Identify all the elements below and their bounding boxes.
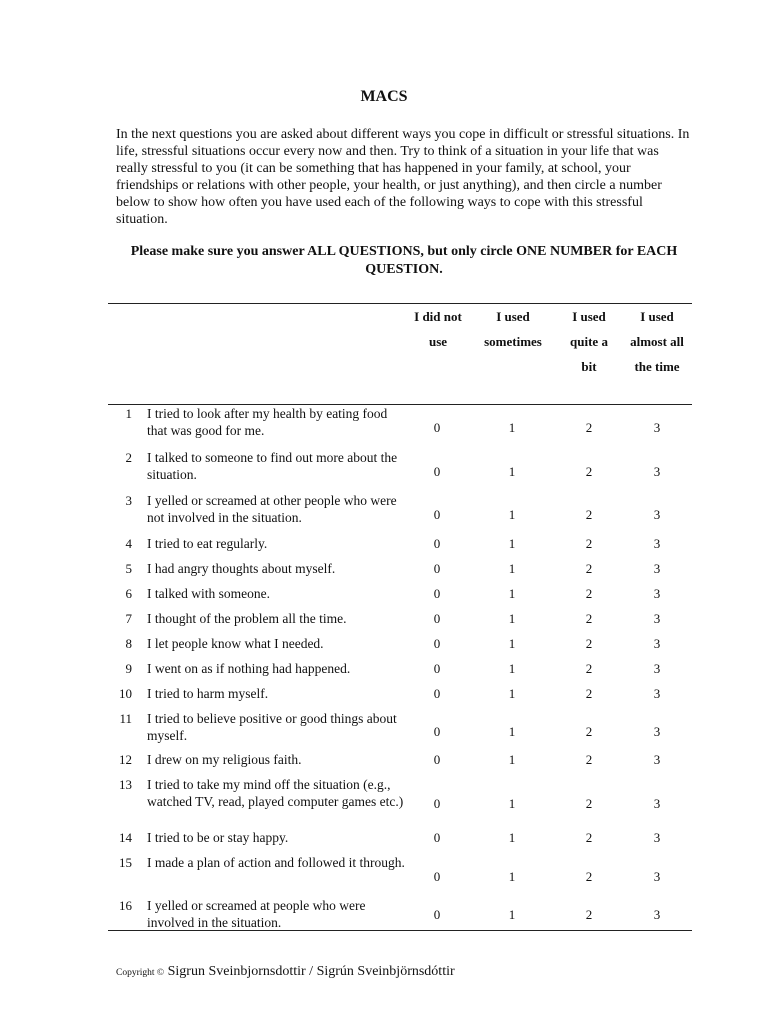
question-number: 5 xyxy=(125,561,132,576)
response-option-3[interactable]: 3 xyxy=(653,752,661,767)
response-option-3[interactable]: 3 xyxy=(653,869,661,884)
intro-paragraph: In the next questions you are asked about different ways you cope in difficult or stressful situations. In life, stressful situations occur every now and then. Try to think of a situation in your life that was really stressful to you (it can be something that has happened in your family, at school, your friendships or relations with other people, your health, or just anything), and then circle a number below to show how often you have used each of the following ways to cope with this stressful situation. xyxy=(116,127,690,227)
table-row xyxy=(108,660,692,685)
response-option-2[interactable]: 2 xyxy=(585,464,593,479)
question-text: I had angry thoughts about myself. xyxy=(147,561,336,576)
response-option-0[interactable]: 0 xyxy=(433,420,441,435)
response-option-1[interactable]: 1 xyxy=(508,420,516,435)
question-text: I tried to take my mind off the situation (e.g., watched TV, read, played computer games etc.) xyxy=(147,777,404,809)
question-number: 9 xyxy=(125,661,132,676)
table-row xyxy=(108,535,692,560)
response-option-0[interactable]: 0 xyxy=(433,507,441,522)
response-option-3[interactable]: 3 xyxy=(653,464,661,479)
response-option-1[interactable]: 1 xyxy=(508,507,516,522)
response-option-2[interactable]: 2 xyxy=(585,796,593,811)
response-option-2[interactable]: 2 xyxy=(585,420,593,435)
response-option-1[interactable]: 1 xyxy=(508,536,516,551)
question-number: 15 xyxy=(119,855,132,870)
response-option-0[interactable]: 0 xyxy=(433,752,441,767)
table-row xyxy=(108,776,692,829)
question-number: 13 xyxy=(119,777,132,792)
response-option-0[interactable]: 0 xyxy=(433,611,441,626)
response-option-3[interactable]: 3 xyxy=(653,420,661,435)
table-row xyxy=(108,854,692,897)
response-option-1[interactable]: 1 xyxy=(508,907,516,922)
response-option-0[interactable]: 0 xyxy=(433,464,441,479)
response-option-3[interactable]: 3 xyxy=(653,830,661,845)
question-text: I drew on my religious faith. xyxy=(147,752,302,767)
question-number: 8 xyxy=(125,636,132,651)
response-option-2[interactable]: 2 xyxy=(585,636,593,651)
response-option-1[interactable]: 1 xyxy=(508,464,516,479)
table-row xyxy=(108,585,692,610)
question-number: 7 xyxy=(125,611,132,626)
question-text: I talked to someone to find out more about the situation. xyxy=(147,450,398,482)
response-option-1[interactable]: 1 xyxy=(508,869,516,884)
response-option-2[interactable]: 2 xyxy=(585,507,593,522)
response-option-1[interactable]: 1 xyxy=(508,636,516,651)
response-option-0[interactable]: 0 xyxy=(433,661,441,676)
response-option-1[interactable]: 1 xyxy=(508,586,516,601)
response-option-2[interactable]: 2 xyxy=(585,686,593,701)
response-option-0[interactable]: 0 xyxy=(433,907,441,922)
table-row xyxy=(108,610,692,635)
table-row xyxy=(108,829,692,854)
response-option-3[interactable]: 3 xyxy=(653,586,661,601)
response-option-3[interactable]: 3 xyxy=(653,661,661,676)
column-header-used-sometimes: I used sometimes xyxy=(484,309,542,349)
response-option-3[interactable]: 3 xyxy=(653,536,661,551)
response-option-0[interactable]: 0 xyxy=(433,796,441,811)
response-option-3[interactable]: 3 xyxy=(653,611,661,626)
response-option-0[interactable]: 0 xyxy=(433,869,441,884)
response-option-1[interactable]: 1 xyxy=(508,796,516,811)
question-text: I went on as if nothing had happened. xyxy=(147,661,351,676)
question-text: I tried to look after my health by eating food that was good for me. xyxy=(147,406,388,438)
question-text: I tried to believe positive or good things about myself. xyxy=(147,711,397,743)
response-option-0[interactable]: 0 xyxy=(433,686,441,701)
response-option-1[interactable]: 1 xyxy=(508,752,516,767)
question-text: I tried to be or stay happy. xyxy=(147,830,289,845)
table-row xyxy=(108,685,692,710)
response-option-1[interactable]: 1 xyxy=(508,561,516,576)
table-row xyxy=(108,897,692,930)
question-text: I yelled or screamed at other people who were not involved in the situation. xyxy=(147,493,397,525)
table-row xyxy=(108,492,692,535)
question-number: 6 xyxy=(125,586,132,601)
response-option-0[interactable]: 0 xyxy=(433,724,441,739)
question-text: I thought of the problem all the time. xyxy=(147,611,347,626)
response-option-2[interactable]: 2 xyxy=(585,869,593,884)
table-row xyxy=(108,710,692,751)
question-number: 3 xyxy=(125,493,132,508)
question-number: 14 xyxy=(119,830,132,845)
response-option-3[interactable]: 3 xyxy=(653,507,661,522)
copyright-authors: Sigrun Sveinbjornsdottir / Sigrún Sveinbjörnsdóttir xyxy=(167,964,455,979)
instruction-text: Please make sure you answer ALL QUESTIONS, but only circle ONE NUMBER for EACH QUESTION. xyxy=(130,244,678,277)
question-number: 10 xyxy=(119,686,132,701)
response-option-2[interactable]: 2 xyxy=(585,611,593,626)
response-option-2[interactable]: 2 xyxy=(585,586,593,601)
response-option-3[interactable]: 3 xyxy=(653,907,661,922)
response-option-1[interactable]: 1 xyxy=(508,686,516,701)
column-header-used-quite-a-bit: I used quite a bit xyxy=(570,309,608,374)
response-option-1[interactable]: 1 xyxy=(508,830,516,845)
table-row xyxy=(108,405,692,449)
response-option-2[interactable]: 2 xyxy=(585,661,593,676)
column-header-used-almost-all-the-time: I used almost all the time xyxy=(630,309,684,374)
copyright-notice xyxy=(116,964,455,980)
question-text: I yelled or screamed at people who were involved in the situation. xyxy=(147,898,366,930)
table-row xyxy=(108,449,692,492)
question-text: I tried to eat regularly. xyxy=(147,536,268,551)
response-option-3[interactable]: 3 xyxy=(653,724,661,739)
response-option-2[interactable]: 2 xyxy=(585,907,593,922)
question-text: I let people know what I needed. xyxy=(147,636,324,651)
response-option-3[interactable]: 3 xyxy=(653,686,661,701)
question-number: 1 xyxy=(125,406,132,421)
copyright-label: Copyright © xyxy=(116,968,165,978)
question-number: 12 xyxy=(119,752,132,767)
column-header-did-not-use: I did not use xyxy=(414,309,462,349)
response-option-3[interactable]: 3 xyxy=(653,636,661,651)
table-row xyxy=(108,751,692,776)
question-text: I made a plan of action and followed it through. xyxy=(147,855,405,870)
response-option-0[interactable]: 0 xyxy=(433,636,441,651)
response-option-0[interactable]: 0 xyxy=(433,561,441,576)
table-row xyxy=(108,635,692,660)
response-option-1[interactable]: 1 xyxy=(508,661,516,676)
response-option-2[interactable]: 2 xyxy=(585,830,593,845)
response-option-2[interactable]: 2 xyxy=(585,752,593,767)
response-option-0[interactable]: 0 xyxy=(433,536,441,551)
question-text: I talked with someone. xyxy=(147,586,270,601)
response-option-1[interactable]: 1 xyxy=(508,611,516,626)
response-option-3[interactable]: 3 xyxy=(653,561,661,576)
response-option-1[interactable]: 1 xyxy=(508,724,516,739)
response-option-0[interactable]: 0 xyxy=(433,830,441,845)
page-title: MACS xyxy=(360,88,408,105)
question-number: 16 xyxy=(119,898,132,913)
table-row xyxy=(108,560,692,585)
question-text: I tried to harm myself. xyxy=(147,686,269,701)
response-option-3[interactable]: 3 xyxy=(653,796,661,811)
question-number: 2 xyxy=(125,450,132,465)
response-option-2[interactable]: 2 xyxy=(585,724,593,739)
response-option-2[interactable]: 2 xyxy=(585,561,593,576)
response-option-2[interactable]: 2 xyxy=(585,536,593,551)
question-number: 4 xyxy=(125,536,132,551)
response-option-0[interactable]: 0 xyxy=(433,586,441,601)
question-number: 11 xyxy=(119,711,132,726)
